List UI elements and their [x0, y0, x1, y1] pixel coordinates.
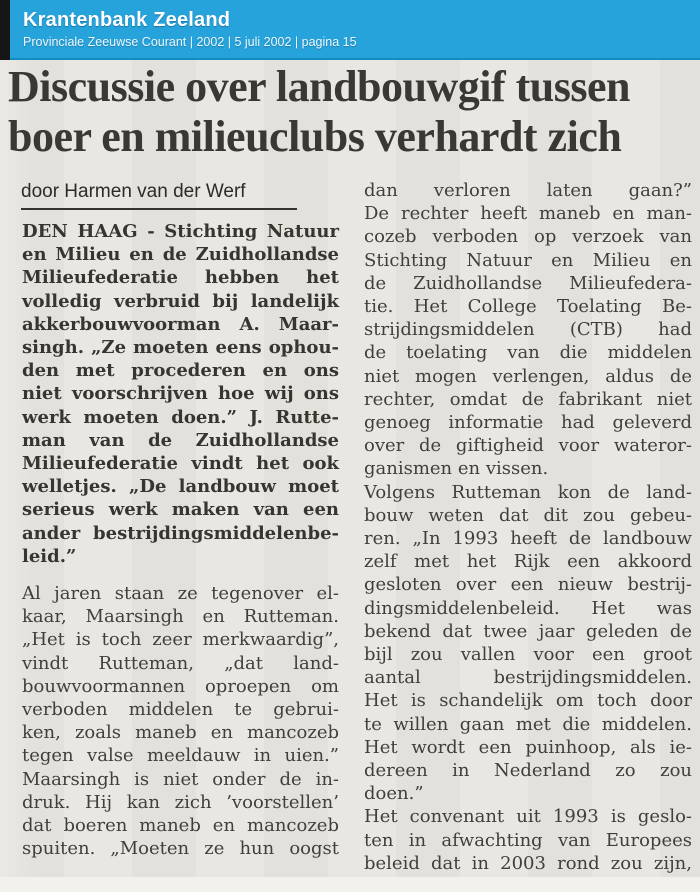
article-line: dat boeren maneb en mancozeb [22, 815, 339, 837]
article-line: Milieufederatie hebben het [22, 267, 339, 289]
article-line: spuiten. „Moeten ze hun oogst [22, 838, 339, 860]
article-headline [8, 62, 698, 162]
article-line: ken, zoals maneb en mancozeb [22, 722, 339, 744]
article-line: bekend dat twee jaar geleden de [364, 620, 692, 642]
article-line: ren. „In 1993 heeft de landbouw [364, 528, 692, 550]
article-line: niet voorschrijven hoe wij ons [22, 383, 339, 405]
article-line: rechter, omdat de fabrikant niet [364, 388, 692, 410]
article-paragraph [364, 805, 692, 875]
newspaper-scan [0, 60, 700, 892]
article-line: dan verloren laten gaan?” [364, 180, 692, 201]
article-line: druk. Hij kan zich ’voorstellen’ [22, 791, 339, 813]
article-line: ander bestrijdingsmiddelenbe- [22, 522, 339, 544]
headline-line-1: Discussie over landbouwgif tussen [8, 62, 631, 111]
article-line: ganismen en vissen. [364, 458, 549, 480]
article-paragraph [22, 582, 339, 860]
article-line: verboden middelen te gebrui- [22, 699, 339, 721]
article-line: Stichting Natuur en Milieu en [364, 249, 692, 271]
article-line: akkerbouwvoorman A. Maar- [22, 313, 339, 335]
article-paragraph [364, 179, 692, 481]
article-line: gesloten over een nieuw bestrij- [364, 574, 692, 596]
article-line: strijdingsmiddelen (CTB) had [364, 319, 692, 341]
article-line: Al jaren staan ze tegenover el- [22, 583, 339, 605]
article-line: bouwvoormannen oproepen om [22, 675, 339, 697]
article-line: volledig verbruid bij landelijk [22, 290, 339, 312]
article-line: „Het is toch zeer merkwaardig”, [22, 629, 339, 651]
article-line: Het convenant uit 1993 is geslo- [364, 806, 692, 828]
article-line: Het is schandelijk om toch door [364, 690, 692, 712]
article-line: De rechter heeft maneb en man- [364, 203, 692, 225]
article-line: Volgens Rutteman kon de land- [364, 481, 692, 503]
article-line: genoeg informatie had geleverd [364, 412, 692, 434]
article-line: leid.” [22, 545, 77, 567]
article-line: kaar, Maarsingh en Rutteman. [22, 606, 339, 628]
headline-line-2: boer en milieuclubs verhardt zich [8, 112, 622, 161]
article-line: te willen gaan met die middelen. [364, 713, 692, 735]
article-line: tegen valse meeldauw in uien.” [22, 745, 339, 767]
article-line: man van de Zuidhollandse [22, 429, 339, 451]
archive-header-bar [0, 0, 700, 60]
article-line: en Milieu en de Zuidhollandse [22, 244, 339, 266]
article-paragraph [364, 481, 692, 806]
article-line: Maarsingh is niet onder de in- [22, 768, 339, 790]
article-line: dingsmiddelenbeleid. Het was [364, 597, 692, 619]
article-line: vindt Rutteman, „dat land- [22, 652, 339, 674]
archive-source-line: Provinciale Zeeuwse Courant | 2002 | 5 juli 2002 | pagina 15 [23, 35, 357, 49]
article-line: cozeb verboden op verzoek van [364, 226, 692, 248]
article-line: tie. Het College Toelating Be- [364, 296, 692, 318]
article-line: welletjes. „De landbouw moet [22, 476, 339, 498]
article-line: bouw weten dat dit zou gebeu- [364, 504, 692, 526]
header-left-black-strip [0, 0, 10, 60]
article-line: bijl zou vallen voor een groot [364, 644, 692, 666]
article-line: den met procederen en ons [22, 360, 339, 382]
article-column-right [364, 179, 692, 875]
article-line: de Zuidhollandse Milieufedera- [364, 272, 692, 294]
article-paragraph [22, 220, 339, 568]
article-line: singh. „Ze moeten eens ophou- [22, 337, 339, 359]
article-line: serieus werk maken van een [22, 499, 339, 521]
article-line: Milieufederatie vindt het ook [22, 453, 339, 475]
scan-bottom-edge [0, 877, 700, 892]
article-line: DEN HAAG - Stichting Natuur [22, 221, 339, 242]
article-line: ten in afwachting van Europees [364, 829, 692, 851]
article-byline: door Harmen van der Werf [21, 181, 297, 210]
article-line: aantal bestrijdingsmiddelen. [364, 667, 692, 689]
article-line: Het wordt een puinhoop, als ie- [364, 736, 692, 758]
archive-title: Krantenbank Zeeland [23, 9, 231, 31]
article-column-left [22, 220, 339, 860]
article-line: dereen in Nederland zo zou [364, 760, 692, 782]
article-line: zelf met het Rijk een akkoord [364, 551, 692, 573]
article-line: de toelating van die middelen [364, 342, 692, 364]
article-line: beleid dat in 2003 rond zou zijn, [364, 852, 692, 874]
article-line: over de giftigheid voor wateror- [364, 435, 692, 457]
article-line: niet mogen verlengen, aldus de [364, 365, 692, 387]
article-line: doen.” [364, 783, 424, 805]
article-line: werk moeten doen.” J. Rutte- [22, 406, 339, 428]
